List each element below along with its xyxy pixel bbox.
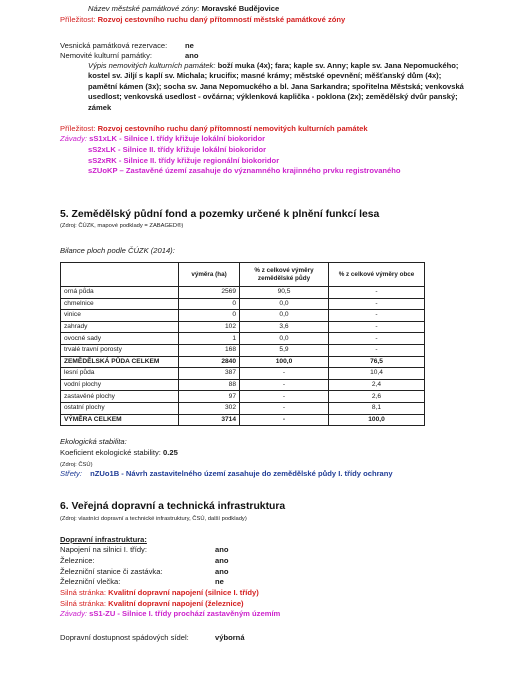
table-header-cell: výměra (ha): [179, 263, 240, 287]
coef-row: [60, 448, 178, 458]
pct-total-cell: -: [329, 321, 425, 333]
pct-agri-cell: 0,0: [240, 333, 329, 345]
pct-total-cell: -: [329, 344, 425, 356]
stability-label: Ekologická stabilita:: [60, 437, 127, 446]
monument-list-row-0: [88, 61, 458, 71]
coef-source: (Zdroj: ČSÚ): [60, 462, 93, 468]
defect-item: sS2xLK - Silnice II. třídy křižuje lokální biokoridor: [88, 145, 267, 154]
table-body: [61, 287, 425, 426]
table-row: [61, 368, 425, 380]
table-row: [61, 333, 425, 345]
pct-total-cell: 76,5: [329, 356, 425, 368]
area-ha-cell: 0: [179, 298, 240, 310]
area-ha-cell: 168: [179, 344, 240, 356]
table-row: [61, 402, 425, 414]
transport-item-value: ano: [215, 556, 229, 565]
transport-defect-label: Závady:: [60, 609, 88, 618]
monument-list-line: zámek: [88, 103, 112, 112]
table-header-cell: [61, 263, 179, 287]
pct-total-cell: 8,1: [329, 402, 425, 414]
monument-list-line: pamětní kámen (3x); socha sv. Jana Nepomuckého a bl. Jana Sarkandra; spořitelna Městská; venkovská: [88, 82, 464, 91]
row-name-cell: lesní půda: [61, 368, 179, 380]
section-5-title: 5. Zemědělský půdní fond a pozemky určené k plnění funkcí lesa: [60, 209, 380, 220]
row-name-cell: ovocné sady: [61, 333, 179, 345]
area-ha-cell: 387: [179, 368, 240, 380]
row-name-cell: ZEMĚDĚLSKÁ PŮDA CELKEM: [61, 356, 179, 368]
row-name-cell: zastavěné plochy: [61, 391, 179, 403]
table-header-row: [61, 263, 425, 287]
zone-name-label: Název městské památkové zóny:: [88, 4, 200, 13]
transport-item-label: Železnice:: [60, 556, 95, 565]
transport-item-value: ano: [215, 567, 229, 576]
pct-total-cell: 2,6: [329, 391, 425, 403]
pct-agri-cell: -: [240, 414, 329, 426]
conflicts-row: [60, 469, 393, 479]
section-6-title: 6. Veřejná dopravní a technická infrastruktura: [60, 501, 286, 512]
row-name-cell: ostatní plochy: [61, 402, 179, 414]
area-ha-cell: 3714: [179, 414, 240, 426]
area-ha-cell: 2569: [179, 287, 240, 299]
table-row: [61, 321, 425, 333]
table-row: [61, 414, 425, 426]
land-balance-table: [60, 262, 425, 426]
table-row: [61, 356, 425, 368]
pct-agri-cell: 0,0: [240, 298, 329, 310]
reach-value: výborná: [215, 633, 245, 642]
immovable-value: ano: [185, 51, 199, 60]
opportunity-label: Příležitost:: [60, 124, 96, 133]
opportunity-row-2: [60, 124, 368, 134]
reserve-value: ne: [185, 41, 194, 50]
area-ha-cell: 1: [179, 333, 240, 345]
pct-agri-cell: -: [240, 402, 329, 414]
transport-defect-row: [60, 609, 280, 619]
opportunity-row-1: [60, 15, 345, 25]
area-ha-cell: 0: [179, 310, 240, 322]
opportunity-text: Rozvoj cestovního ruchu daný přítomností městské památkové zóny: [97, 15, 346, 24]
row-name-cell: chmelnice: [61, 298, 179, 310]
table-row: [61, 379, 425, 391]
strong-point-label: Silná stránka:: [60, 588, 107, 597]
row-name-cell: orná půda: [61, 287, 179, 299]
table-row: [61, 310, 425, 322]
pct-total-cell: 2,4: [329, 379, 425, 391]
coef-value: 0.25: [163, 448, 178, 457]
table-caption: Bilance ploch podle ČÚZK (2014):: [60, 246, 175, 255]
defect-item: sS1xLK - Silnice I. třídy křižuje lokální biokoridor: [89, 134, 266, 143]
pct-total-cell: -: [329, 298, 425, 310]
transport-defect-text: sS1-ZU - Silnice I. třídy prochází zastavěným územím: [89, 609, 281, 618]
reach-label: Dopravní dostupnost spádových sídel:: [60, 633, 189, 642]
monument-list-line: boží muka (4x); fara; kaple sv. Anny; kaple sv. Jana Nepomuckého;: [217, 61, 459, 70]
pct-agri-cell: 3,6: [240, 321, 329, 333]
row-name-cell: vodní plochy: [61, 379, 179, 391]
opportunity-text: Rozvoj cestovního ruchu daný přítomností nemovitých kulturních památek: [97, 124, 368, 133]
defects-label: Závady:: [60, 134, 88, 143]
area-ha-cell: 88: [179, 379, 240, 391]
table-header-cell: % z celkové výměry obce: [329, 263, 425, 287]
transport-item-label: Napojení na silnici I. třídy:: [60, 545, 147, 554]
table-header-cell: % z celkové výměry zemědělské půdy: [240, 263, 329, 287]
pct-total-cell: -: [329, 333, 425, 345]
reserve-label: Vesnická památková rezervace:: [60, 41, 168, 50]
pct-agri-cell: -: [240, 391, 329, 403]
transport-item-label: Železniční stanice či zastávka:: [60, 567, 163, 576]
pct-agri-cell: 90,5: [240, 287, 329, 299]
table-row: [61, 344, 425, 356]
pct-agri-cell: -: [240, 368, 329, 380]
pct-agri-cell: 5,9: [240, 344, 329, 356]
conflicts-label: Střety:: [60, 469, 82, 478]
table-row: [61, 287, 425, 299]
defects-row-0: [60, 134, 265, 144]
opportunity-label: Příležitost:: [60, 15, 96, 24]
row-name-cell: trvalé travní porosty: [61, 344, 179, 356]
pct-agri-cell: -: [240, 379, 329, 391]
defect-item: sS2xRK - Silnice II. třídy křižuje regionální biokoridor: [88, 156, 280, 165]
zone-name-row: [88, 4, 279, 14]
row-name-cell: vinice: [61, 310, 179, 322]
conflicts-text: nZUo1B - Návrh zastavitelného území zasahuje do zemědělské půdy I. třídy ochrany: [90, 469, 393, 478]
pct-agri-cell: 0,0: [240, 310, 329, 322]
strong-point-row-2: [60, 599, 244, 609]
pct-agri-cell: 100,0: [240, 356, 329, 368]
monument-list-line: kostel sv. Jiljí s kaplí sv. Michala; krucifix; masné krámy; městské opevnění; měšťanský dům (4x);: [88, 71, 442, 80]
row-name-cell: zahrady: [61, 321, 179, 333]
section-5-source: (Zdroj: ČÚZK, mapové podklady = ZABAGED®): [60, 223, 184, 229]
defect-item: sZUoKP – Zastavěné území zasahuje do významného krajinného prvku registrovaného: [88, 166, 401, 175]
monument-list-line: usedlost; venkovská usedlost - ovčárna; výklenková kaplička - poklona (2x); zemědělský dvůr panský;: [88, 92, 458, 101]
transport-subheading: Dopravní infrastruktura:: [60, 535, 147, 544]
pct-total-cell: 10,4: [329, 368, 425, 380]
transport-item-label: Železniční vlečka:: [60, 577, 121, 586]
transport-item-value: ano: [215, 545, 229, 554]
pct-total-cell: 100,0: [329, 414, 425, 426]
transport-item-value: ne: [215, 577, 224, 586]
pct-total-cell: -: [329, 310, 425, 322]
row-name-cell: VÝMĚRA CELKEM: [61, 414, 179, 426]
zone-name-value: Moravské Budějovice: [201, 4, 280, 13]
strong-point-row-1: [60, 588, 259, 598]
strong-point-label: Silná stránka:: [60, 599, 107, 608]
monument-list-label: Výpis nemovitých kulturních památek:: [88, 61, 216, 70]
strong-point-text: Kvalitní dopravní napojení (silnice I. třídy): [108, 588, 259, 597]
area-ha-cell: 2840: [179, 356, 240, 368]
section-6-source: (Zdroj: vlastníci dopravní a technické infrastruktury, ČSÚ, další podklady): [60, 516, 247, 522]
strong-point-text: Kvalitní dopravní napojení (železnice): [108, 599, 244, 608]
table-row: [61, 391, 425, 403]
pct-total-cell: -: [329, 287, 425, 299]
area-ha-cell: 97: [179, 391, 240, 403]
area-ha-cell: 102: [179, 321, 240, 333]
immovable-label: Nemovité kulturní památky:: [60, 51, 153, 60]
table-row: [61, 298, 425, 310]
coef-label: Koeficient ekologické stability:: [60, 448, 161, 457]
area-ha-cell: 302: [179, 402, 240, 414]
